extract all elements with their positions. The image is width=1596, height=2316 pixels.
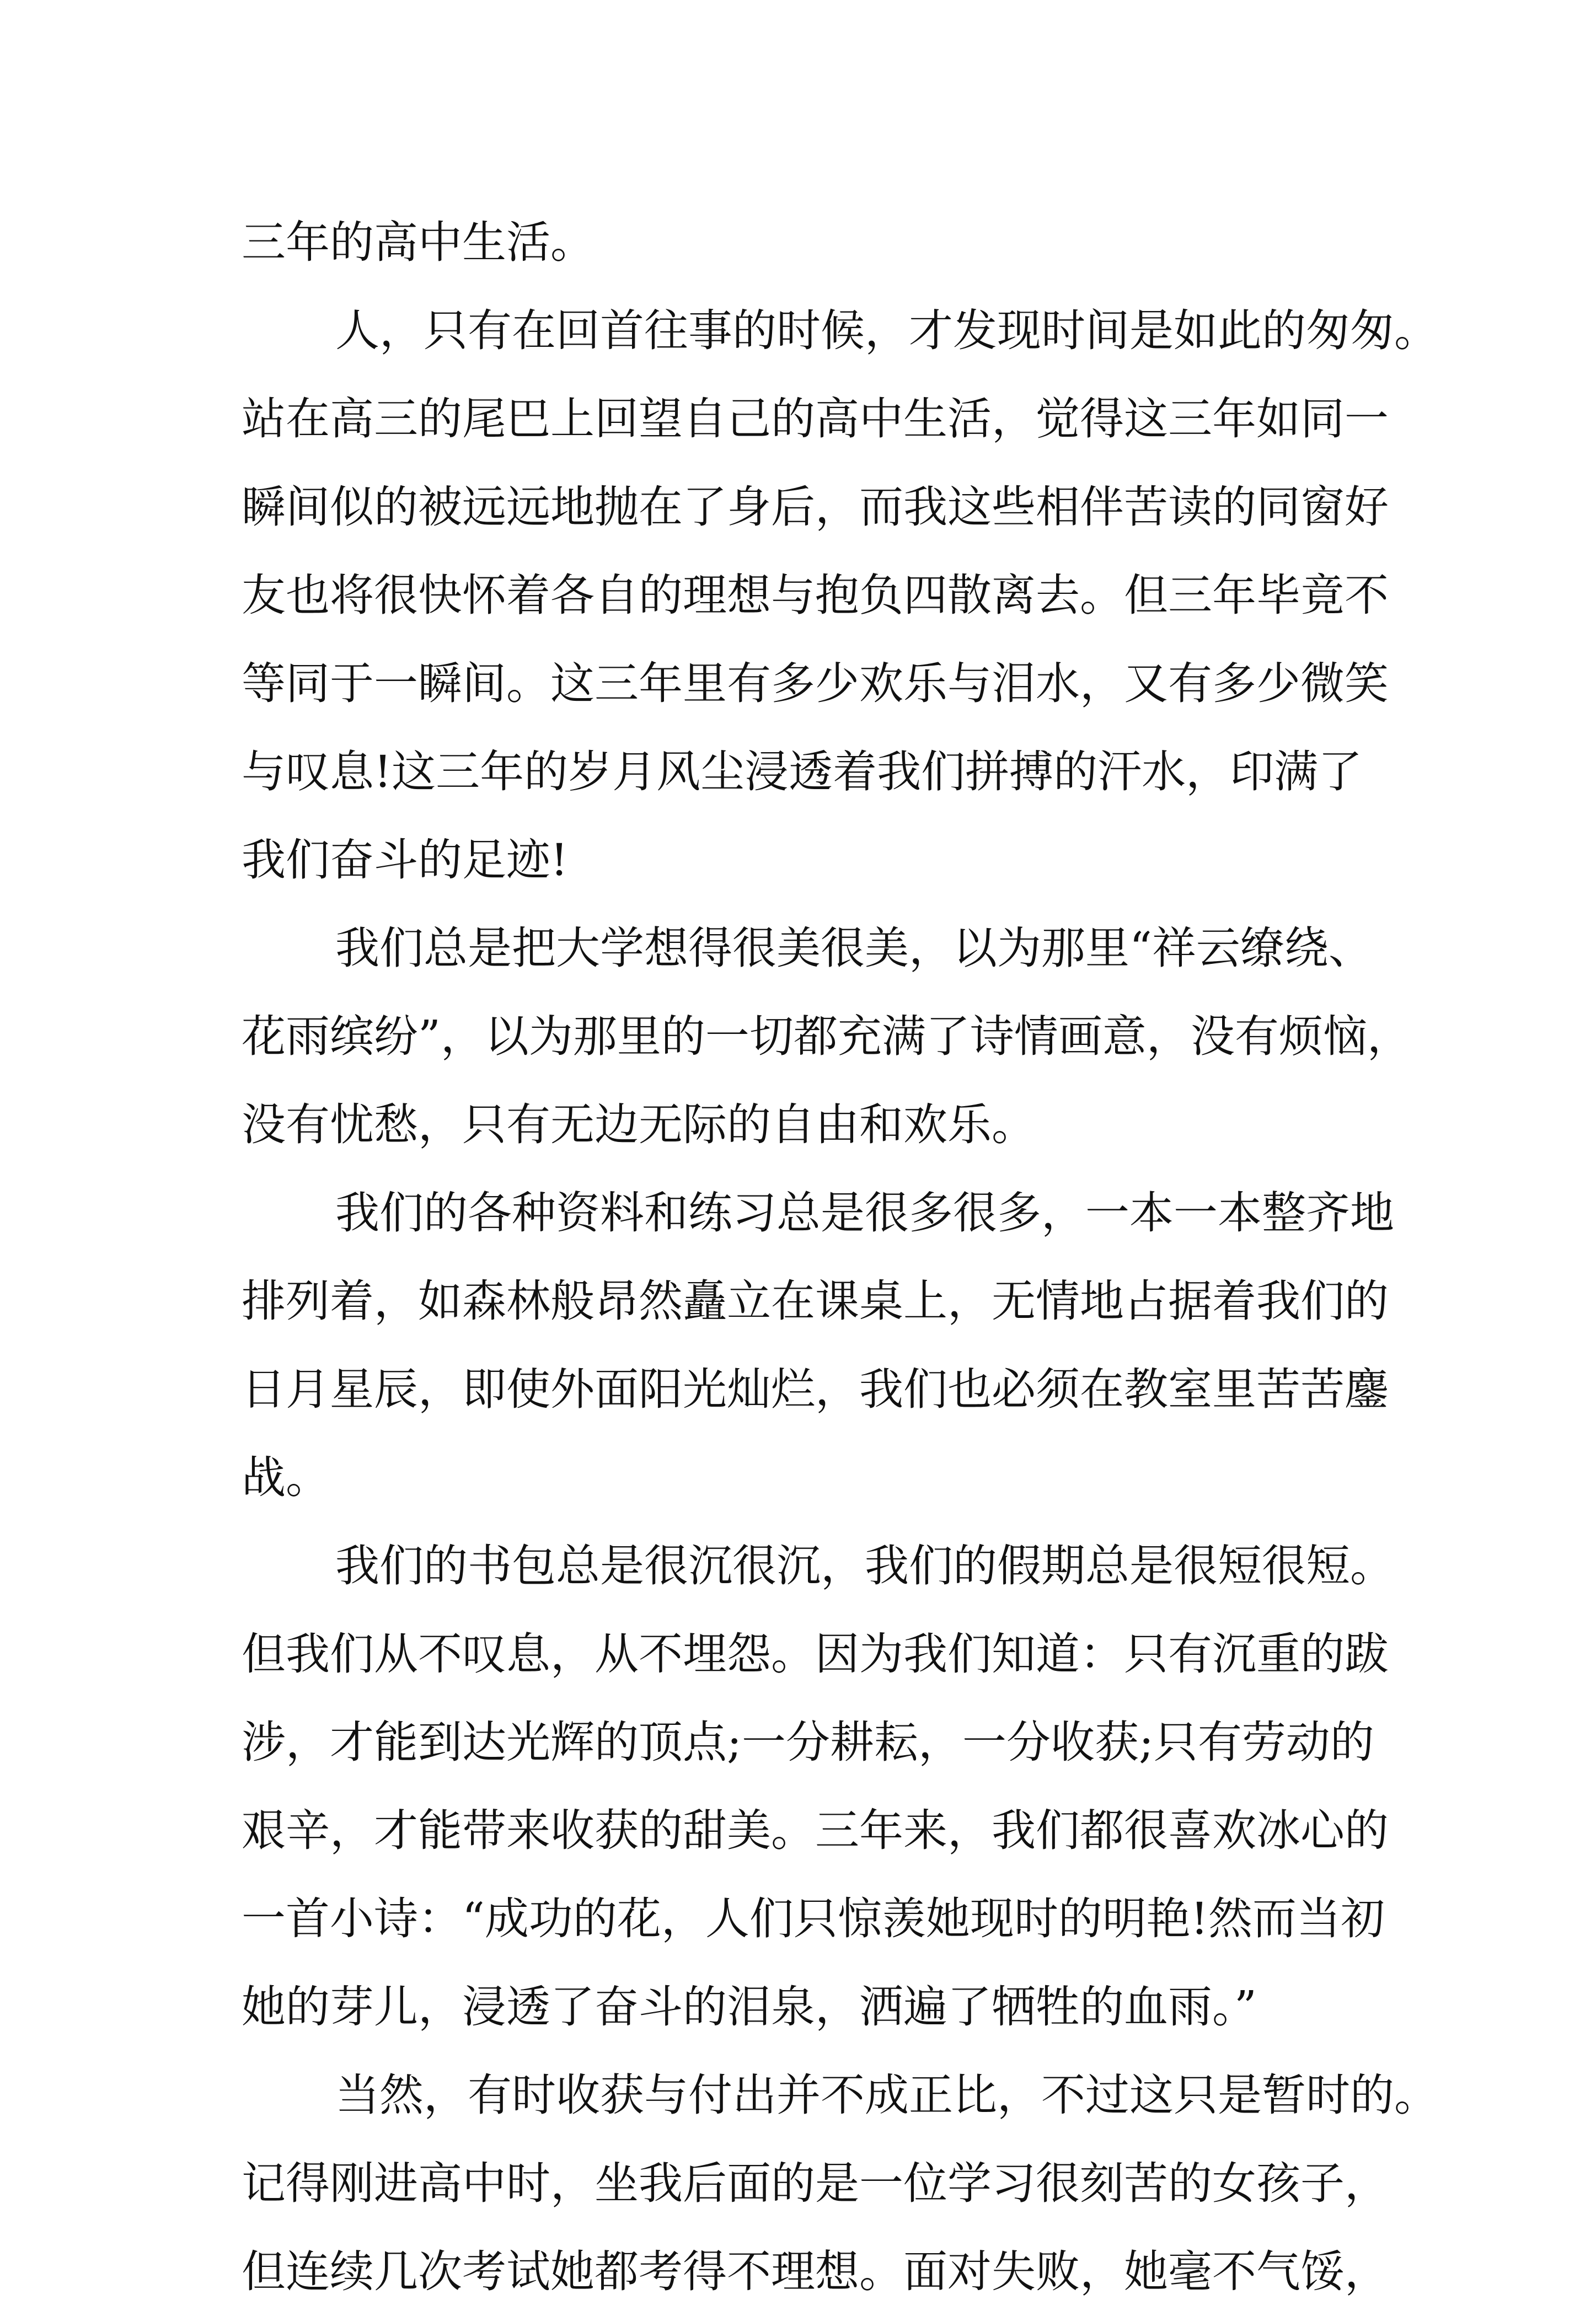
text-line: 我们奋斗的足迹! bbox=[242, 834, 569, 886]
text-line: 艰辛，才能带来收获的甜美。三年来，我们都很喜欢冰心的 bbox=[242, 1805, 1389, 1856]
text-line: 一首小诗：“成功的花，人们只惊羡她现时的明艳!然而当初 bbox=[242, 1893, 1385, 1944]
document-body bbox=[242, 199, 1438, 2316]
text-line: 花雨缤纷”，以为那里的一切都充满了诗情画意，没有烦恼， bbox=[242, 1011, 1411, 1062]
text-line: 友也将很快怀着各自的理想与抱负四散离去。但三年毕竟不 bbox=[242, 570, 1389, 621]
text-line: 瞬间似的被远远地抛在了身后，而我这些相伴苦读的同窗好 bbox=[242, 481, 1389, 533]
text-line: 站在高三的尾巴上回望自己的高中生活，觉得这三年如同一 bbox=[242, 393, 1389, 444]
text-line: 我们总是把大学想得很美很美，以为那里“祥云缭绕、 bbox=[335, 923, 1373, 974]
text-line: 三年的高中生活。 bbox=[242, 217, 595, 268]
text-line: 我们的各种资料和练习总是很多很多，一本一本整齐地 bbox=[335, 1187, 1394, 1239]
text-line: 她的芽儿，浸透了奋斗的泪泉，洒遍了牺牲的血雨。” bbox=[242, 1981, 1257, 2033]
text-line: 当然，有时收获与付出并不成正比，不过这只是暂时的。 bbox=[335, 2070, 1438, 2121]
text-line: 涉，才能到达光辉的顶点;一分耕耘，一分收获;只有劳动的 bbox=[242, 1717, 1374, 1768]
text-line: 排列着，如森林般昂然矗立在课桌上，无情地占据着我们的 bbox=[242, 1275, 1389, 1327]
text-line: 但连续几次考试她都考得不理想。面对失败，她毫不气馁， bbox=[242, 2246, 1389, 2297]
text-line: 等同于一瞬间。这三年里有多少欢乐与泪水，又有多少微笑 bbox=[242, 658, 1389, 709]
text-line: 战。 bbox=[242, 1452, 330, 1503]
text-line: 没有忧愁，只有无边无际的自由和欢乐。 bbox=[242, 1099, 1036, 1150]
text-line: 记得刚进高中时，坐我后面的是一位学习很刻苦的女孩子， bbox=[242, 2158, 1389, 2209]
text-line: 我们的书包总是很沉很沉，我们的假期总是很短很短。 bbox=[335, 1540, 1394, 1591]
text-line: 与叹息!这三年的岁月风尘浸透着我们拼搏的汗水，印满了 bbox=[242, 746, 1363, 797]
text-line: 日月星辰，即使外面阳光灿烂，我们也必须在教室里苦苦鏖 bbox=[242, 1364, 1389, 1415]
text-line: 但我们从不叹息，从不埋怨。因为我们知道：只有沉重的跋 bbox=[242, 1628, 1389, 1680]
text-line: 人，只有在回首往事的时候，才发现时间是如此的匆匆。 bbox=[335, 305, 1438, 356]
